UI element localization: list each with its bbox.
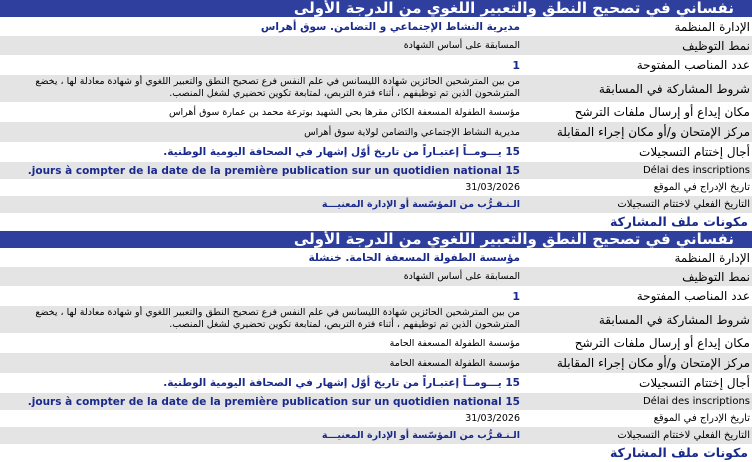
row-exam-center <box>0 122 752 142</box>
field-label: مركز الإمتحان و/أو مكان إجراء المقابلة <box>556 125 750 139</box>
field-label: شروط المشاركة في المسابقة <box>598 81 750 96</box>
field-value: 15 jours à compter de la date de la première publication sur un quotidien national. <box>27 164 520 177</box>
row-posting-date <box>0 179 752 196</box>
field-label: مركز الإمتحان و/أو مكان إجراء المقابلة <box>556 356 750 370</box>
field-value: 1 <box>512 289 520 303</box>
row-delai-inscriptions <box>0 393 752 410</box>
row-actual-closing-date <box>0 427 752 444</box>
row-registration-deadline <box>0 373 752 393</box>
field-label: شروط المشاركة في المسابقة <box>598 312 750 327</box>
row-organizing-administration <box>0 17 752 36</box>
field-label: التاريخ الفعلي لاختتام التسجيلات <box>617 430 750 441</box>
field-value: المسابقة على أساس الشهادة <box>403 40 520 51</box>
field-value: مديرية النشاط الإجتماعي والتضامن لولاية سوق أهراس <box>304 126 520 138</box>
job-title: نفساني في تصحيح النطق والتعبير اللغوي من الدرجة الأولى <box>0 0 752 17</box>
field-value: المسابقة على أساس الشهادة <box>403 271 520 282</box>
field-label: عدد المناصب المفتوحة <box>636 289 750 303</box>
field-value: الـنـقـرُّب من المؤسّسة أو الإدارة المعنيـــة <box>321 430 520 441</box>
row-posting-date <box>0 410 752 427</box>
row-exam-center <box>0 353 752 373</box>
field-value: 15 يـــومــاً إعتبـاراً من تاريخ أوّل إشهار في الصحافة اليومية الوطنية. <box>163 146 520 158</box>
field-value: 31/03/2026 <box>465 413 520 424</box>
row-participation-conditions <box>0 75 752 102</box>
field-value: 1 <box>512 58 520 72</box>
row-organizing-administration <box>0 248 752 267</box>
row-open-positions <box>0 286 752 306</box>
participation-file-heading[interactable]: مكونات ملف المشاركة <box>609 214 748 229</box>
field-label: الإدارة المنظمة <box>674 19 750 34</box>
field-label: التاريخ الفعلي لاختتام التسجيلات <box>617 199 750 210</box>
field-value: مؤسسة الطفولة المسعفة الحامة <box>389 357 520 369</box>
participation-file-heading[interactable]: مكونات ملف المشاركة <box>609 445 748 460</box>
field-value: من بين المترشحين الحائزين شهادة الليسانس في علم النفس فرع تصحيح النطق والتعبير اللغوي أو شهادة معادلة لها ، يخضع المترشحون الذين تم توظيفهم ، أثناء فترة التربص، لمتابعة تكوين تحضيري لشغل المنصب. <box>35 307 520 330</box>
field-value: من بين المترشحين الحائزين شهادة الليسانس في علم النفس فرع تصحيح النطق والتعبير اللغوي أو شهادة معادلة لها ، يخضع المترشحون الذين تم توظيفهم ، أثناء فترة التربص، لمتابعة تكوين تحضيري لشغل المنصب. <box>35 76 520 99</box>
field-label: Délai des inscriptions <box>642 165 750 176</box>
row-recruitment-mode <box>0 267 752 286</box>
field-label: أجال إختتام التسجيلات <box>639 376 750 390</box>
field-value: مؤسسة الطفولة المسعفة الحامة. خنشلة <box>308 251 520 264</box>
field-value: 31/03/2026 <box>465 182 520 193</box>
field-value: مؤسسة الطفولة المسعفة الكائن مقرها بحي الشهيد بوترعة محمد بن عمارة سوق أهراس <box>168 106 520 118</box>
row-participation-conditions <box>0 306 752 333</box>
field-label: تاريخ الإدراج في الموقع <box>653 413 750 424</box>
field-label: مكان إيداع أو إرسال ملفات الترشح <box>574 336 750 350</box>
row-registration-deadline <box>0 142 752 162</box>
job-offer-card <box>0 231 752 462</box>
row-recruitment-mode <box>0 36 752 55</box>
row-actual-closing-date <box>0 196 752 213</box>
row-open-positions <box>0 55 752 75</box>
field-label: Délai des inscriptions <box>642 396 750 407</box>
row-submission-place <box>0 333 752 353</box>
field-label: نمط التوظيف <box>682 269 750 284</box>
field-label: عدد المناصب المفتوحة <box>636 58 750 72</box>
field-label: أجال إختتام التسجيلات <box>639 145 750 159</box>
field-label: نمط التوظيف <box>682 38 750 53</box>
field-label: مكان إيداع أو إرسال ملفات الترشح <box>574 105 750 119</box>
field-value: مديرية النشاط الإجتماعي و التضامن. سوق أهراس <box>260 20 520 33</box>
job-title: نفساني في تصحيح النطق والتعبير اللغوي من الدرجة الأولى <box>0 231 752 248</box>
field-value: 15 يـــومــاً إعتبـاراً من تاريخ أوّل إشهار في الصحافة اليومية الوطنية. <box>163 377 520 389</box>
field-value: مؤسسة الطفولة المسعفة الحامة <box>389 337 520 349</box>
field-label: تاريخ الإدراج في الموقع <box>653 182 750 193</box>
row-delai-inscriptions <box>0 162 752 179</box>
field-label: الإدارة المنظمة <box>674 250 750 265</box>
field-value: 15 jours à compter de la date de la première publication sur un quotidien national. <box>27 395 520 408</box>
field-value: الـنـقـرُّب من المؤسّسة أو الإدارة المعنيـــة <box>321 199 520 210</box>
row-submission-place <box>0 102 752 122</box>
